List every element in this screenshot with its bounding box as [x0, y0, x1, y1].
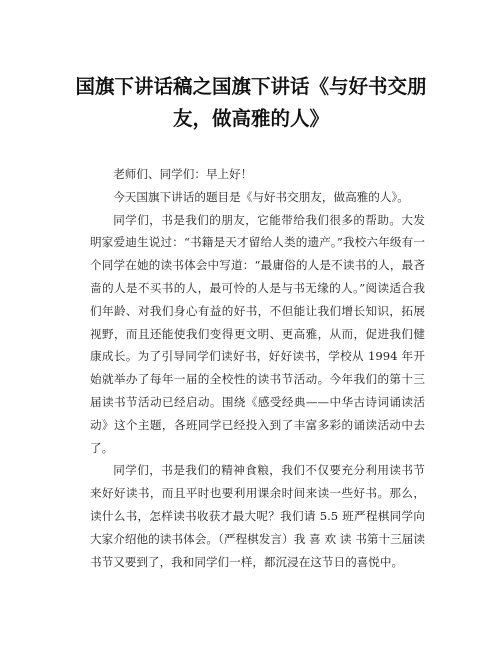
paragraph-greeting: 老师们、同学们：早上好！ [113, 167, 253, 181]
document-title: 国旗下讲话稿之国旗下讲话《与好书交朋友，做高雅的人》 [75, 75, 427, 130]
paragraph-topic: 今天国旗下讲话的题目是《与好书交朋友，做高雅的人》。 [113, 189, 409, 204]
document-body [90, 163, 425, 573]
paragraph-body-2: 同学们，书是我们的精神食粮，我们不仅要充分利用读书节来好好读书，而且平时也要利用课余时间来读一些好书。那么，读什么书，怎样读书收获才最大呢？我们请 5.5 班严程棋同学向大家介绍他的读书体会。（严程棋发言）我 喜 欢 读 书第十三届读书节又要到了，我和同学们一样，都沉浸在这节日的喜悦中。 [90, 463, 425, 569]
paragraph-body-1: 同学们，书是我们的朋友，它能带给我们很多的帮助。大发明家爱迪生说过：“书籍是天才留给人类的遗产。”我校六年级有一个同学在她的读书体会中写道：“最庸俗的人是不读书的人，最吝啬的人是不买书的人，最可怜的人是与书无缘的人。”阅读适合我们年龄、对我们身心有益的好书，不但能让我们增长知识，拓展视野，而且还能使我们变得更文明、更高雅，从而，促进我们健康成长。为了引导同学们读好书，好好读书，学校从 1994 年开始就举办了每年一届的全校性的读书节活动。今年我们的第十三届读书节活动已经启动。围绕《感受经典——中华古诗词诵读活动》这个主题，各班同学已经投入到了丰富多彩的诵读活动中去了。 [90, 212, 425, 455]
